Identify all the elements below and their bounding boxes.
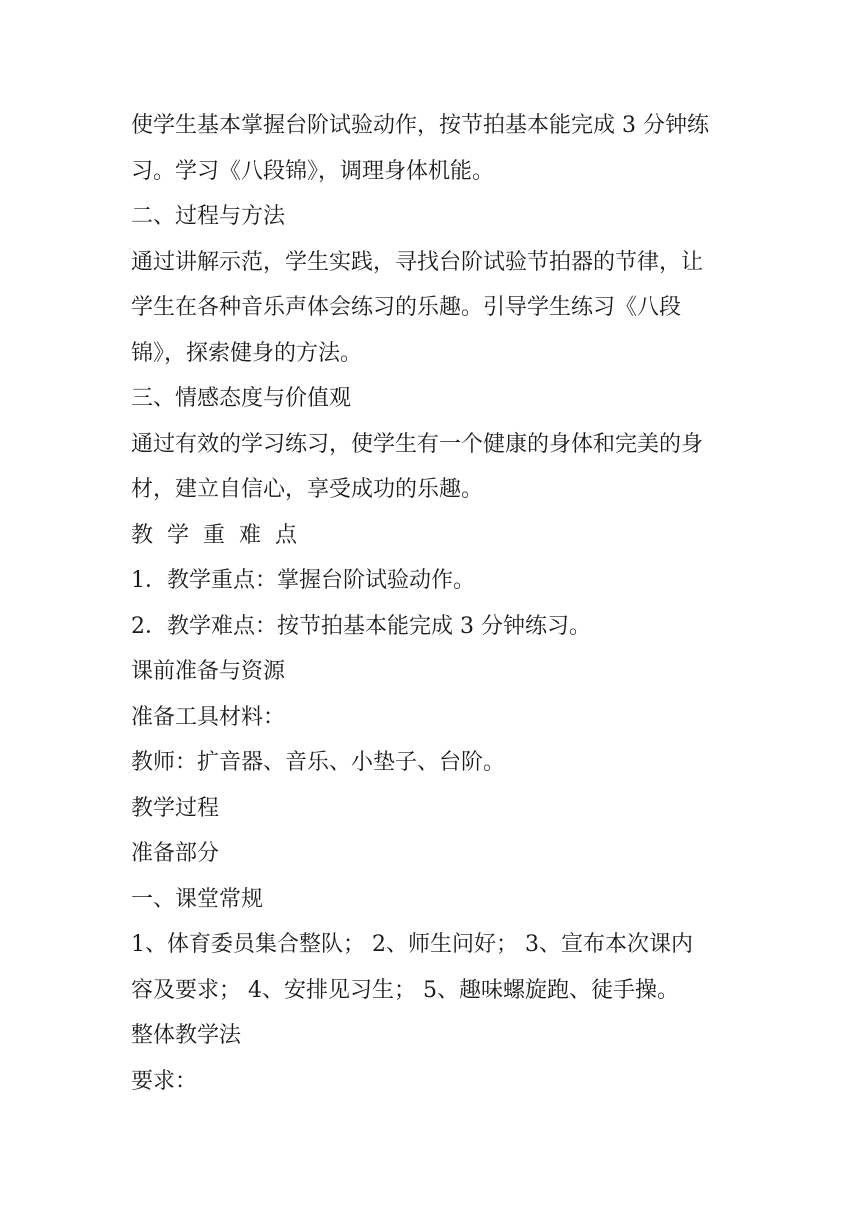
section-heading: 准备部分 [131, 841, 220, 866]
paragraph-line: 通过讲解示范，学生实践，寻找台阶试验节拍器的节律，让 [131, 249, 704, 275]
section-heading: 教学过程 [131, 795, 220, 821]
paragraph-line: 准备工具材料： [131, 704, 286, 730]
section-heading: 课前准备与资源 [131, 659, 286, 684]
paragraph-line: 习。学习《八段锦》，调理身体机能。 [131, 158, 495, 184]
section-heading: 教学重难点 [131, 522, 312, 548]
paragraph-line: 1、体育委员集合整队； 2、师生问好； 3、宣布本次课内 [131, 932, 693, 957]
section-heading: 整体教学法 [131, 1023, 242, 1048]
list-item: 1．教学重点：掌握台阶试验动作。 [131, 568, 475, 593]
paragraph-line: 锦》，探索健身的方法。 [131, 340, 363, 366]
section-heading: 一、课堂常规 [131, 886, 264, 912]
paragraph-line: 材，建立自信心，享受成功的乐趣。 [131, 477, 484, 502]
paragraph-line: 通过有效的学习练习，使学生有一个健康的身体和完美的身 [131, 431, 704, 457]
section-heading: 三、情感态度与价值观 [131, 386, 352, 411]
paragraph-line: 容及要求； 4、安排见习生； 5、趣味螺旋跑、徒手操。 [131, 977, 679, 1003]
paragraph-line: 要求： [131, 1068, 198, 1094]
paragraph-line: 使学生基本掌握台阶试验动作，按节拍基本能完成 3 分钟练 [131, 113, 709, 138]
paragraph-line: 教师：扩音器、音乐、小垫子、台阶。 [131, 750, 506, 775]
document-page [131, 103, 731, 1104]
paragraph-line: 学生在各种音乐声体会练习的乐趣。引导学生练习《八段 [131, 295, 682, 320]
list-item: 2．教学难点：按节拍基本能完成 3 分钟练习。 [131, 613, 591, 639]
section-heading: 二、过程与方法 [131, 204, 286, 229]
